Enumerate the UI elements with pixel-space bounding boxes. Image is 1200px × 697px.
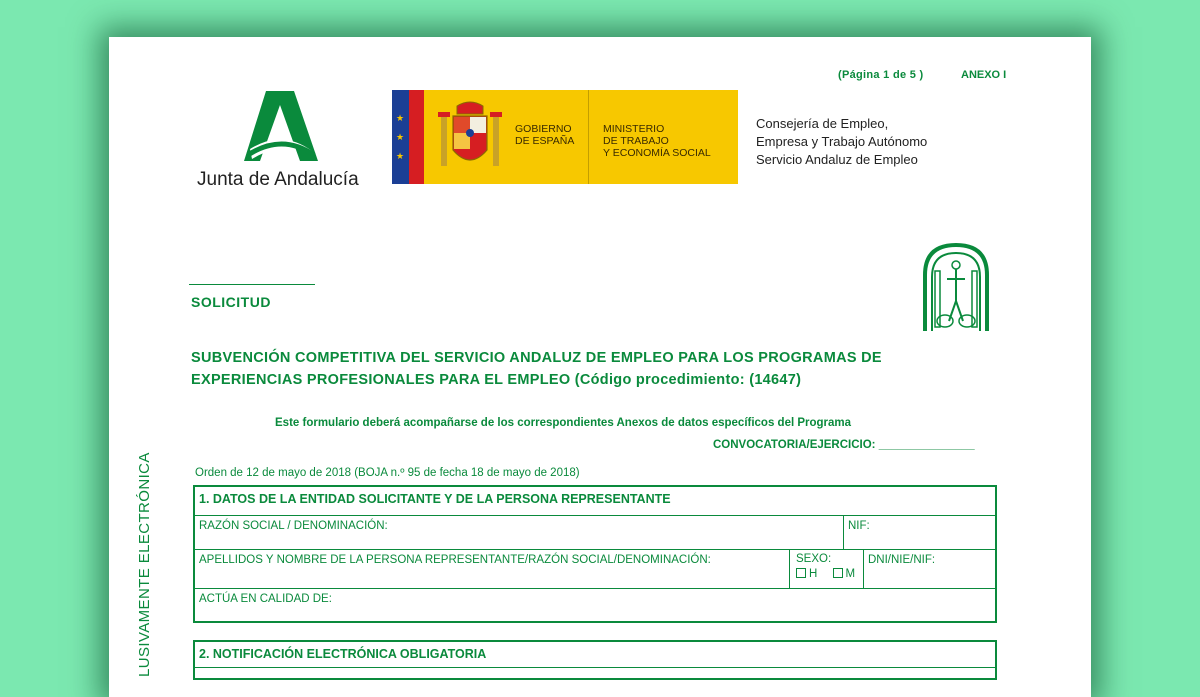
spain-flag-stripe (409, 90, 424, 184)
annex-label: ANEXO I (961, 69, 1007, 81)
sexo-field (789, 550, 863, 588)
consejeria-block (756, 115, 927, 169)
section-2-table (193, 640, 997, 680)
gobierno-espana-banner (392, 90, 738, 184)
form-title: SUBVENCIÓN COMPETITIVA DEL SERVICIO ANDALUZ DE EMPLEO PARA LOS PROGRAMAS DE EXPERIENCIAS PROFESIONALES PARA EL EMPLEO (Código procedimiento: (14647) (191, 350, 882, 388)
andalucia-crest-icon (921, 241, 991, 333)
title-rule (189, 284, 315, 285)
consejeria-line: Consejería de Empleo, (756, 116, 889, 131)
side-vertical-text: LUSIVAMENTE ELECTRÓNICA (136, 452, 153, 677)
gobierno-text: GOBIERNO DE ESPAÑA (515, 123, 575, 147)
sexo-m-label: M (845, 568, 856, 580)
consejeria-line: Empresa y Trabajo Autónomo (756, 134, 928, 149)
form-note: Este formulario deberá acompañarse de los correspondientes Anexos de datos específicos del Programa (275, 417, 852, 429)
sexo-h-checkbox[interactable] (796, 568, 806, 578)
sexo-h-label: H (809, 568, 818, 580)
junta-andalucia-logo (187, 87, 377, 197)
orden-reference: Orden de 12 de mayo de 2018 (BOJA n.º 95 de fecha 18 de mayo de 2018) (195, 467, 580, 479)
sexo-label: SEXO: (796, 553, 832, 565)
convocatoria-field[interactable]: CONVOCATORIA/EJERCICIO: _______________ (713, 439, 975, 451)
page-indicator: (Página 1 de 5 ) (838, 69, 924, 81)
ministerio-text: MINISTERIO DE TRABAJO Y ECONOMÍA SOCIAL (603, 123, 711, 159)
form-type-label: SOLICITUD (191, 294, 271, 310)
apellidos-nombre-field[interactable]: APELLIDOS Y NOMBRE DE LA PERSONA REPRESENTANTE/RAZÓN SOCIAL/DENOMINACIÓN: (199, 554, 711, 566)
dni-field[interactable]: DNI/NIE/NIF: (863, 550, 995, 588)
eu-flag-icon: ★ ★ ★ (392, 90, 409, 184)
banner-divider (588, 90, 589, 184)
sexo-m-checkbox[interactable] (833, 568, 843, 578)
junta-a-icon (242, 89, 320, 165)
logo-wordmark: Junta de Andalucía (197, 169, 359, 190)
section-2-heading: 2. NOTIFICACIÓN ELECTRÓNICA OBLIGATORIA (195, 642, 995, 668)
consejeria-line: Servicio Andaluz de Empleo (756, 152, 918, 167)
section-1-heading: 1. DATOS DE LA ENTIDAD SOLICITANTE Y DE LA PERSONA REPRESENTANTE (199, 492, 671, 506)
document-page (109, 37, 1091, 697)
section-1-table (193, 485, 997, 623)
nif-field[interactable]: NIF: (843, 516, 995, 549)
actua-calidad-field[interactable]: ACTÚA EN CALIDAD DE: (199, 593, 332, 605)
razon-social-field[interactable]: RAZÓN SOCIAL / DENOMINACIÓN: (199, 520, 388, 532)
spain-coat-of-arms-icon (437, 98, 503, 178)
